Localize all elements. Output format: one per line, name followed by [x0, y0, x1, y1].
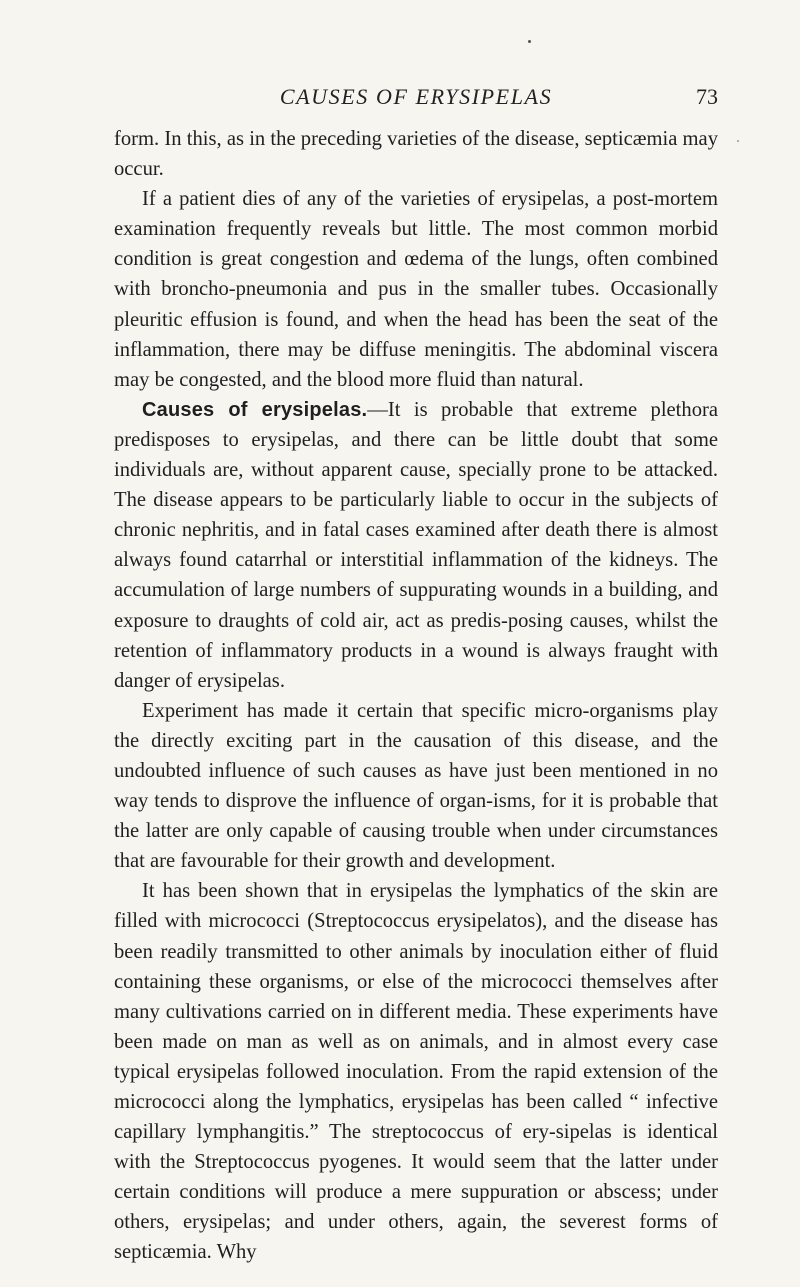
page-number: 73	[696, 84, 718, 109]
print-speck	[528, 40, 531, 43]
running-head	[114, 84, 718, 114]
paragraph-post-mortem	[114, 184, 718, 395]
paragraph-text: form. In this, as in the preceding varieties of the disease, septicæmia may occur.	[114, 128, 718, 181]
paragraph-experiment	[114, 696, 718, 877]
paragraph-text: —It is probable that extreme plethora predisposes to erysipelas, and there can be little doubt that some individuals are, without apparent cause, specially prone to be attacked. The disease appears to be particularly liable to occur in the subjects of chronic nephritis, and in fatal cases examined after death there is almost always found catarrhal or interstitial inflammation of the kidneys. The accumulation of large numbers of suppurating wounds in a building, and exposure to draughts of cold air, act as predis-posing causes, whilst the retention of inflammatory products in a wound is always fraught with danger of erysipelas.	[114, 398, 718, 692]
print-speck	[737, 140, 739, 142]
paragraph-text: It has been shown that in erysipelas the lymphatics of the skin are filled with micrococci (Streptococcus erysipelatos), and the disease has been readily transmitted to other animals by inoculation either of fluid containing these organisms, or else of the micrococci themselves after many cultivations carried on in different media. These experiments have been made on man as well as on animals, and in almost every case typical erysipelas followed inoculation. From the rapid extension of the micrococci along the lymphatics, erysipelas has been called “ infective capillary lymphangitis.” The streptococcus of ery-sipelas is identical with the Streptococcus pyogenes. It would seem that the latter under certain conditions will produce a mere suppuration or abscess; under others, erysipelas; and under others, again, the severest forms of septicæmia. Why	[114, 880, 718, 1264]
paragraph-causes	[114, 395, 718, 696]
body-text	[114, 124, 718, 1268]
paragraph-text: Experiment has made it certain that specific micro-organisms play the directly exciting part in the causation of this disease, and the undoubted influence of such causes as have just been mentioned in no way tends to disprove the influence of organ-isms, for it is probable that the latter are only capable of causing trouble when under circumstances that are favourable for their growth and development.	[114, 699, 718, 873]
section-heading: Causes of erysipelas.	[142, 398, 368, 421]
running-title: CAUSES OF ERYSIPELAS	[279, 84, 553, 109]
paragraph-continued	[114, 124, 718, 184]
paragraph-lymphatics	[114, 876, 718, 1267]
paragraph-text: If a patient dies of any of the varieties of erysipelas, a post-mortem examination frequently reveals but little. The most common morbid condition is great congestion and œdema of the lungs, often combined with broncho-pneumonia and pus in the smaller tubes. Occasionally pleuritic effusion is found, and when the head has been the seat of the inflammation, there may be diffuse meningitis. The abdominal viscera may be congested, and the blood more fluid than natural.	[114, 188, 718, 391]
